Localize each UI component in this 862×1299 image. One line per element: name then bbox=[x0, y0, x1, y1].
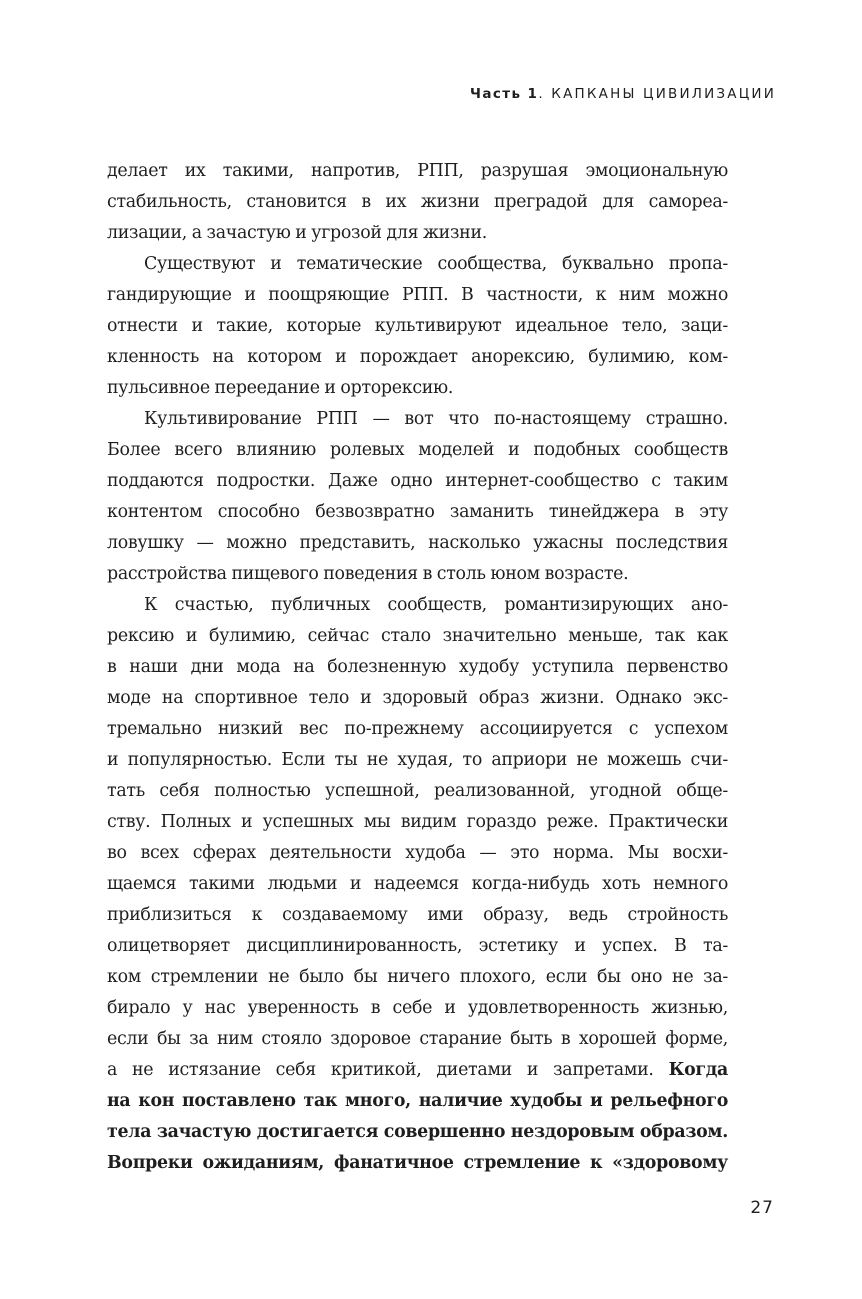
text-line: если бы за ним стояло здоровое старание быть в хорошей форме, bbox=[107, 1029, 728, 1049]
text-line: пульсивное переедание и орторексию. bbox=[107, 378, 454, 398]
text-line: отнести и такие, которые культивируют идеальное тело, заци- bbox=[107, 316, 728, 336]
bold-text-line: тела зачастую достигается совершенно нездоровым образом. bbox=[107, 1122, 728, 1142]
text-line: в наши дни мода на болезненную худобу уступила первенство bbox=[107, 657, 728, 677]
text-line: кленность на котором и порождает анорексию, булимию, ком- bbox=[107, 347, 728, 367]
text-line: ком стремлении не было бы ничего плохого, если бы оно не за- bbox=[107, 967, 728, 987]
text-line: контентом способно безвозвратно заманить тинейджера в эту bbox=[107, 502, 728, 522]
text-line: тремально низкий вес по-прежнему ассоциируется с успехом bbox=[107, 719, 728, 739]
text-line: во всех сферах деятельности худоба — это норма. Мы восхи- bbox=[107, 843, 728, 863]
text-line-regular: а не истязание себя критикой, диетами и запретами. bbox=[107, 1060, 654, 1080]
mixed-text-line bbox=[107, 1055, 728, 1086]
page-number: 27 bbox=[750, 1198, 774, 1218]
bold-text-line: на кон поставлено так много, наличие худобы и рельефного bbox=[107, 1091, 728, 1111]
text-line: бирало у нас уверенность в себе и удовлетворенность жизнью, bbox=[107, 998, 728, 1018]
text-line: поддаются подростки. Даже одно интернет-сообщество с таким bbox=[107, 471, 728, 491]
bold-text-start: Когда bbox=[668, 1060, 728, 1080]
paragraph-first-line: Культивирование РПП — вот что по-настоящему страшно. bbox=[144, 409, 728, 429]
body-text bbox=[107, 156, 728, 1179]
header-separator: . bbox=[538, 86, 552, 102]
text-line: делает их такими, напротив, РПП, разрушая эмоциональную bbox=[107, 161, 728, 181]
text-line: Более всего влиянию ролевых моделей и подобных сообществ bbox=[107, 440, 728, 460]
text-line: расстройства пищевого поведения в столь юном возрасте. bbox=[107, 564, 629, 584]
text-line: тать себя полностью успешной, реализованной, угодной обще- bbox=[107, 781, 728, 801]
text-line: стабильность, становится в их жизни преградой для самореа- bbox=[107, 192, 728, 212]
text-line: лизации, а зачастую и угрозой для жизни. bbox=[107, 223, 487, 243]
text-line: ловушку — можно представить, насколько ужасны последствия bbox=[107, 533, 728, 553]
text-line: ству. Полных и успешных мы видим гораздо реже. Практически bbox=[107, 812, 728, 832]
text-line: моде на спортивное тело и здоровый образ жизни. Однако экс- bbox=[107, 688, 728, 708]
paragraph-first-line: К счастью, публичных сообществ, романтизирующих ано- bbox=[144, 595, 728, 615]
part-label: Часть 1 bbox=[470, 86, 539, 102]
text-line: приблизиться к создаваемому ими образу, ведь стройность bbox=[107, 905, 728, 925]
chapter-title: КАПКАНЫ ЦИВИЛИЗАЦИИ bbox=[551, 86, 776, 102]
bold-text-line: Вопреки ожиданиям, фанатичное стремление к «здоровому bbox=[107, 1153, 728, 1173]
text-line: и популярностью. Если ты не худая, то априори не можешь счи- bbox=[107, 750, 728, 770]
text-line: рексию и булимию, сейчас стало значительно меньше, так как bbox=[107, 626, 728, 646]
paragraph-first-line: Существуют и тематические сообщества, буквально пропа- bbox=[144, 254, 728, 274]
text-line: олицетворяет дисциплинированность, эстетику и успех. В та- bbox=[107, 936, 728, 956]
text-line: щаемся такими людьми и надеемся когда-нибудь хоть немного bbox=[107, 874, 728, 894]
text-line: гандирующие и поощряющие РПП. В частности, к ним можно bbox=[107, 285, 728, 305]
running-head bbox=[470, 86, 776, 102]
